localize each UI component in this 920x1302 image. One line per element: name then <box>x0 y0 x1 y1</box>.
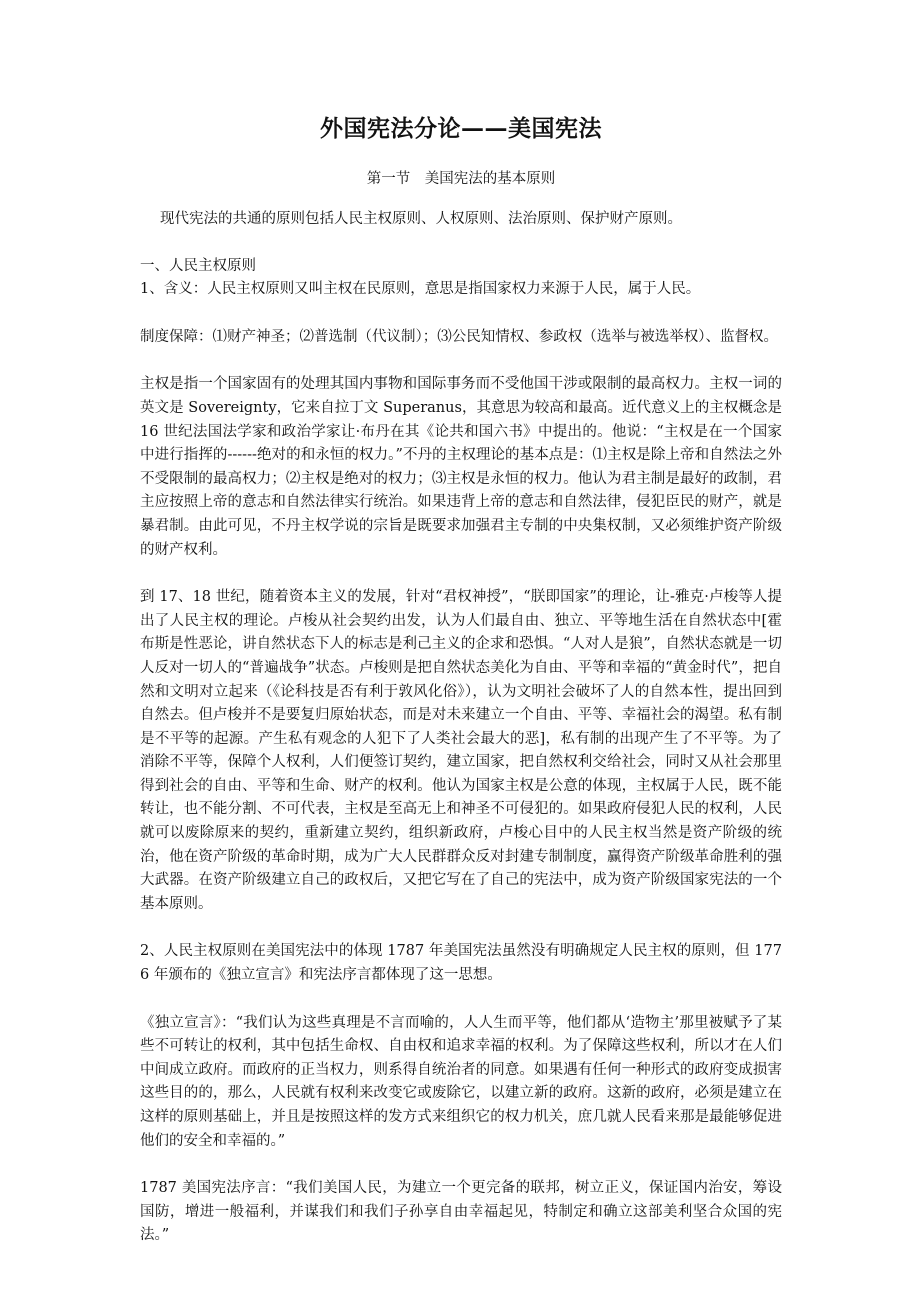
section-heading-popular-sovereignty: 一、人民主权原则 <box>140 257 256 274</box>
preamble-paragraph: 1787 美国宪法序言：“我们美国人民，为建立一个更完备的联邦，树立正义，保证国内治安，筹设国防，增进一般福利，并谋我们和我们子孙享自由幸福起见，特制定和确立这部美利坚合众国的宪法。” <box>140 1180 782 1244</box>
embodiment-paragraph: 2、人民主权原则在美国宪法中的体现 1787 年美国宪法虽然没有明确规定人民主权的原则，但 1776 年颁布的《独立宣言》和宪法序言都体现了这一思想。 <box>140 943 782 984</box>
declaration-paragraph: 《独立宣言》：“我们认为这些真理是不言而喻的，人人生而平等，他们都从‘造物主’那里被赋予了某些不可转让的权利，其中包括生命权、自由权和追求幸福的权利。为了保障这些权利，所以才在人们中间成立政府。而政府的正当权力，则系得自统治者的同意。如果遇有任何一种形式的政府变成损害这些目的的，那么，人民就有权利来改变它或废除它，以建立新的政府。这新的政府，必须是建立在这样的原则基础上，并且是按照这样的发方式来组织它的权力机关，庶几就人民看来那是最能够促进他们的安全和幸福的。” <box>140 1014 782 1149</box>
intro-paragraph: 现代宪法的共通的原则包括人民主权原则、人权原则、法治原则、保护财产原则。 <box>160 211 682 227</box>
definition-paragraph: 1、含义：人民主权原则又叫主权在民原则，意思是指国家权力来源于人民，属于人民。 <box>140 281 701 298</box>
rousseau-paragraph: 到 17、18 世纪，随着资本主义的发展，针对“君权神授”，“朕即国家”的理论，让-雅克·卢梭等人提出了人民主权的理论。卢梭从社会契约出发，认为人们最自由、独立、平等地生活在自然状态中[霍布斯是性恶论，讲自然状态下人的标志是利己主义的企求和恐惧。“人对人是狼”，自然状态就是一切人反对一切人的“普遍战争”状态。卢梭则是把自然状态美化为自由、平等和幸福的“黄金时代”，把自然和文明对立起来（《论科技是否有利于敦风化俗》），认为文明社会破坏了人的自然本性，提出回到自然去。但卢梭并不是要复归原始状态，而是对未来建立一个自由、平等、幸福社会的渴望。私有制是不平等的起源。产生私有观念的人犯下了人类社会最大的恶]，私有制的出现产生了不平等。为了消除不平等，保障个人权利，人们便签订契约，建立国家，把自然权利交给社会，同时又从社会那里得到社会的自由、平等和生命、财产的权利。他认为国家主权是公意的体现，主权属于人民，既不能转让，也不能分割、不可代表，主权是至高无上和神圣不可侵犯的。如果政府侵犯人民的权利，人民就可以废除原来的契约，重新建立契约，组织新政府，卢梭心目中的人民主权当然是资产阶级的统治，他在资产阶级的革命时期，成为广大人民群群众反对封建专制制度，赢得资产阶级革命胜利的强大武器。在资产阶级建立自己的政权后，又把它写在了自己的宪法中，成为资产阶级国家宪法的一个基本原则。 <box>140 589 782 912</box>
section-subtitle: 第一节 美国宪法的基本原则 <box>366 171 556 187</box>
guarantee-paragraph: 制度保障：⑴财产神圣；⑵普选制（代议制）；⑶公民知情权、参政权（选举与被选举权）、监督权。 <box>140 328 778 345</box>
document-page <box>140 112 782 1248</box>
sovereignty-paragraph: 主权是指一个国家固有的处理其国内事物和国际事务而不受他国干涉或限制的最高权力。主权一词的英文是 Sovereignty，它来自拉丁文 Superanus，其意思为较高和最高。近代意义上的主权概念是 16 世纪法国法学家和政治学家让·布丹在其《论共和国六书》中提出的。他说：“主权是在一个国家中进行指挥的------绝对的和永恒的权力。”不丹的主权理论的基本点是：⑴主权是除上帝和自然法之外不受限制的最高权力；⑵主权是绝对的权力；⑶主权是永恒的权力。他认为君主制是最好的政制，君主应按照上帝的意志和自然法律实行统治。如果违背上帝的意志和自然法律，侵犯臣民的财产，就是暴君制。由此可见，不丹主权学说的宗旨是既要求加强君主专制的中央集权制，又必须维护资产阶级的财产权利。 <box>140 376 782 558</box>
document-title: 外国宪法分论——美国宪法 <box>320 115 602 142</box>
